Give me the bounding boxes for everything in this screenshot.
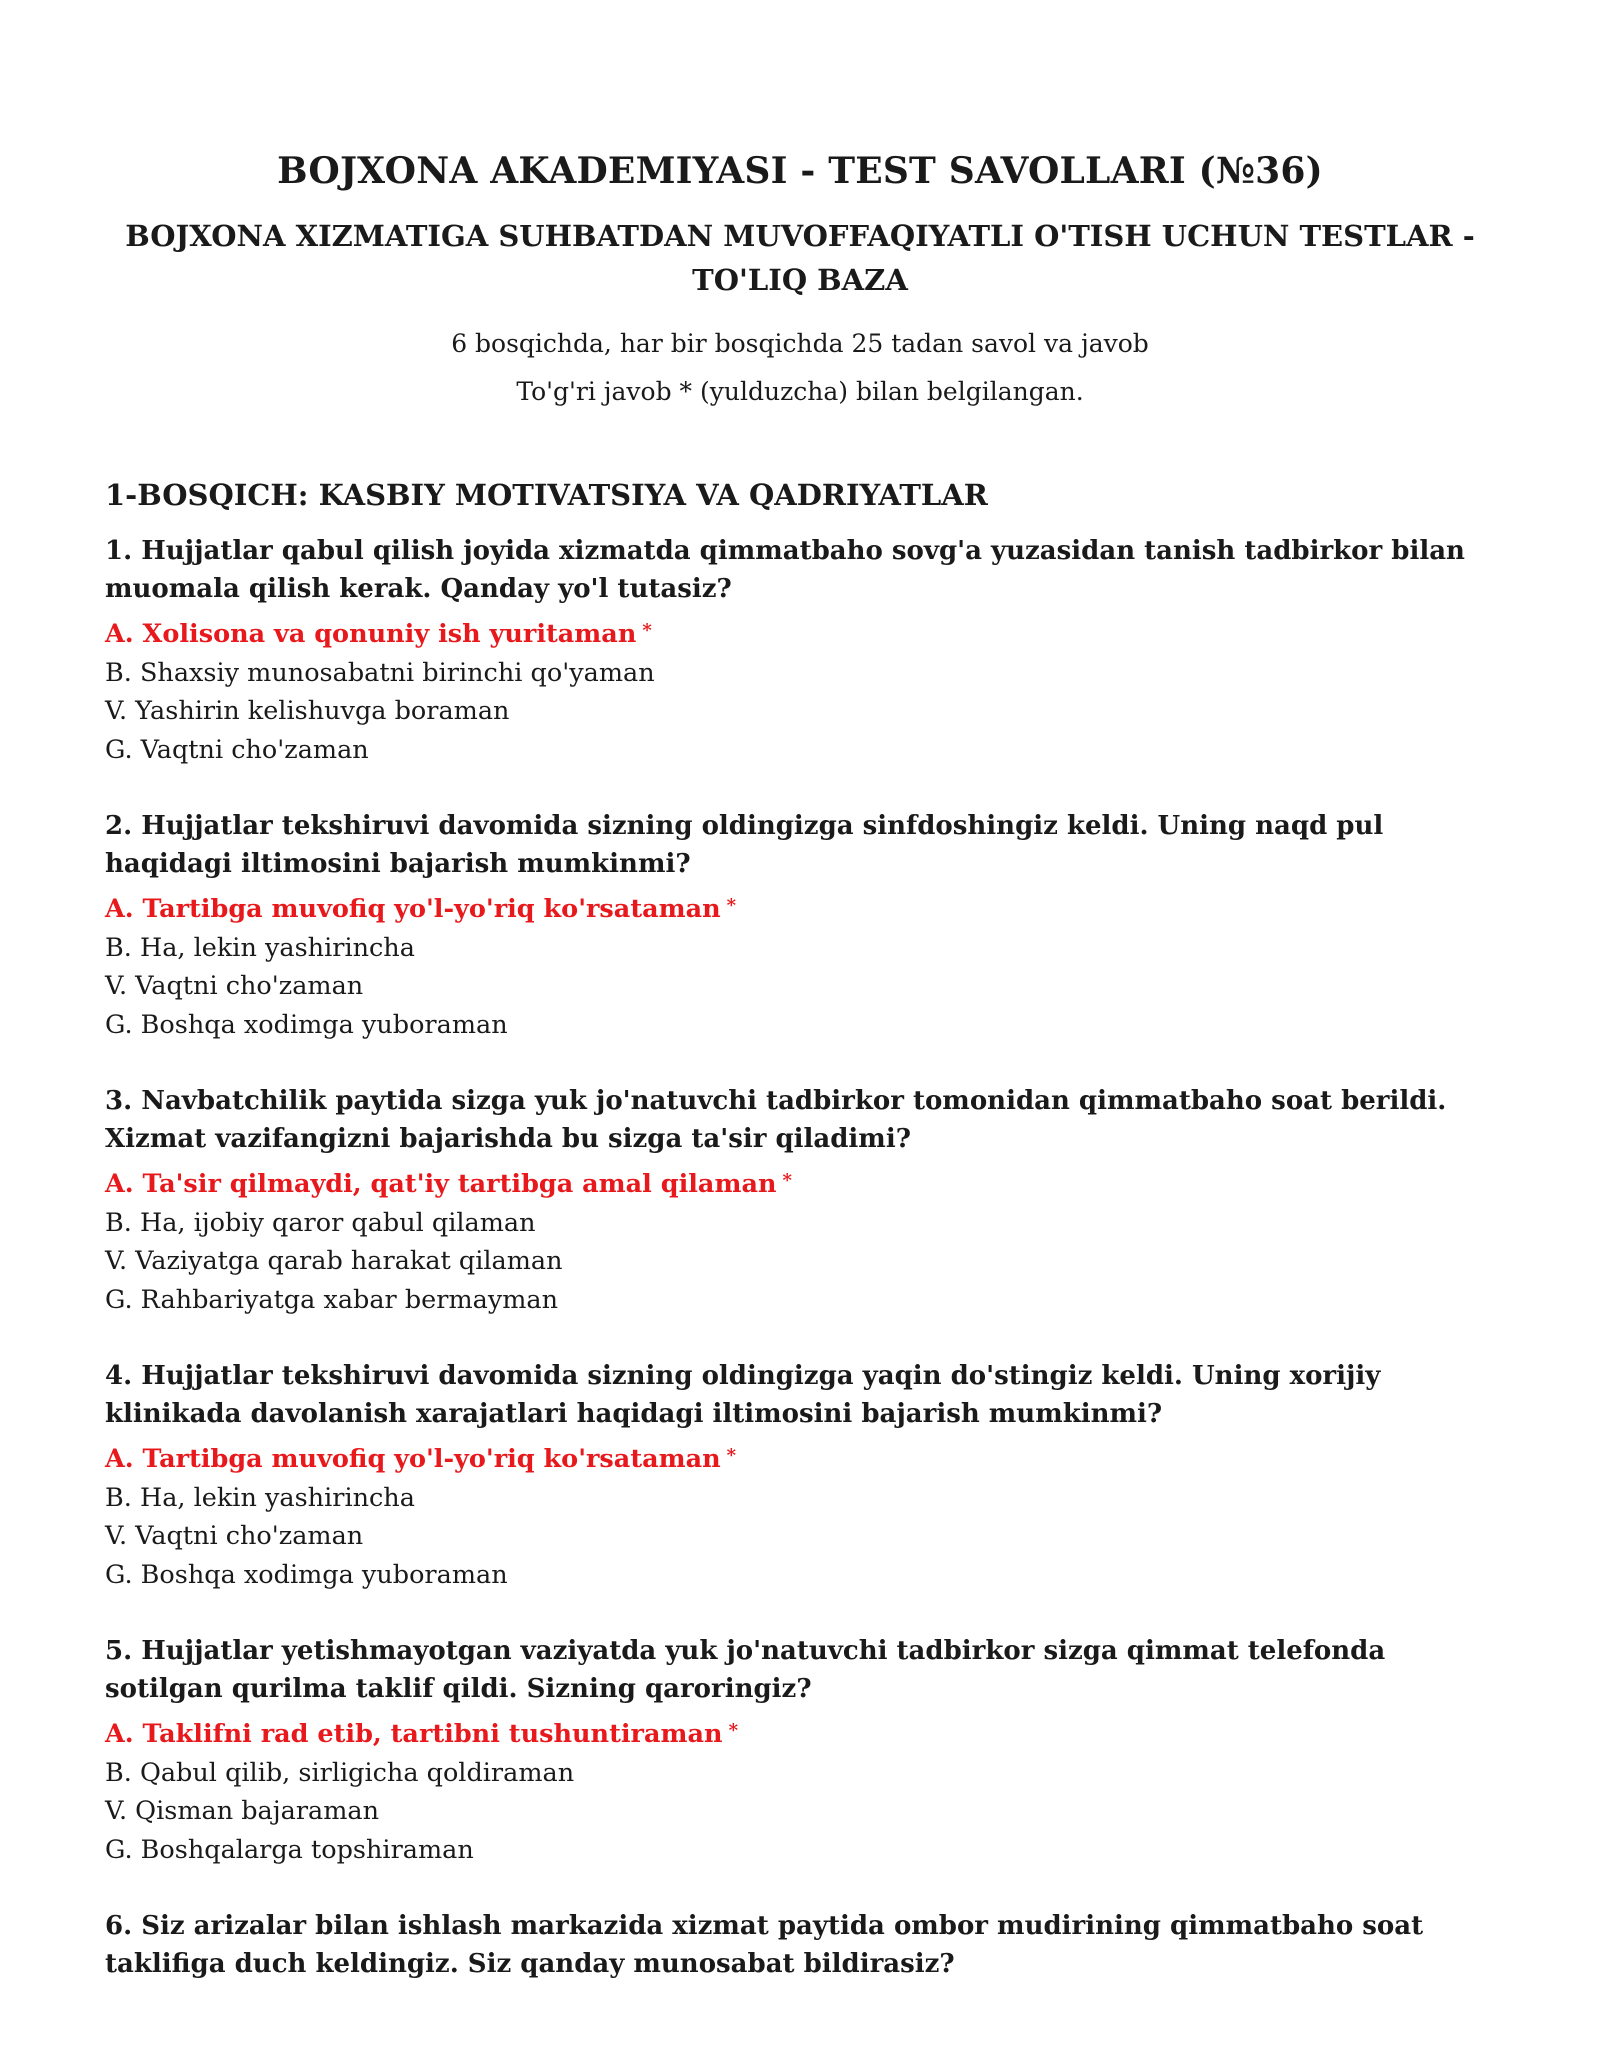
question-6 bbox=[105, 1907, 1495, 1983]
star-marker: * bbox=[642, 620, 652, 641]
answer-text: A. Tartibga muvofiq yo'l-yo'riq ko'rsataman bbox=[105, 894, 721, 924]
star-marker: * bbox=[726, 895, 737, 916]
answer-option: G. Vaqtni cho'zaman bbox=[105, 734, 369, 765]
question-2 bbox=[105, 807, 1495, 1044]
document-subtitle: BOJXONA XIZMATIGA SUHBATDAN MUVOFFAQIYATLI O'TISH UCHUN TESTLAR - TO'LIQ BAZA bbox=[125, 219, 1475, 297]
correct-answer bbox=[105, 1437, 1495, 1479]
question-3 bbox=[105, 1082, 1495, 1319]
answer-text: A. Xolisona va qonuniy ish yuritaman bbox=[105, 619, 637, 649]
question-text: 4. Hujjatlar tekshiruvi davomida sizning oldingizga yaqin do'stingiz keldi. Uning xorijiy klinikada davolanish xarajatlari haqidagi iltimosini bajarish mumkinmi? bbox=[105, 1361, 1381, 1429]
answer-option: V. Yashirin kelishuvga boraman bbox=[105, 696, 510, 726]
correct-answer bbox=[105, 1712, 1495, 1754]
answer-option: V. Vaqtni cho'zaman bbox=[105, 971, 364, 1001]
document-title: BOJXONA AKADEMIYASI - TEST SAVOLLARI (№36) bbox=[277, 150, 1323, 192]
section-title: 1-BOSQICH: KASBIY MOTIVATSIYA VA QADRIYATLAR bbox=[105, 478, 988, 512]
info-line-stages: 6 bosqichda, har bir bosqichda 25 tadan savol va javob bbox=[451, 329, 1149, 358]
question-text: 2. Hujjatlar tekshiruvi davomida sizning oldingizga sinfdoshingiz keldi. Uning naqd pul haqidagi iltimosini bajarish mumkinmi? bbox=[105, 811, 1384, 879]
answer-option: V. Qisman bajaraman bbox=[105, 1796, 380, 1826]
correct-answer bbox=[105, 1162, 1495, 1204]
answer-option: B. Ha, lekin yashirincha bbox=[105, 1482, 415, 1513]
answer-option: G. Boshqa xodimga yuboraman bbox=[105, 1559, 508, 1590]
question-text: 1. Hujjatlar qabul qilish joyida xizmatda qimmatbaho sovg'a yuzasidan tanish tadbirkor bilan muomala qilish kerak. Qanday yo'l tutasiz? bbox=[105, 536, 1465, 604]
answer-text: A. Tartibga muvofiq yo'l-yo'riq ko'rsataman bbox=[105, 1444, 721, 1474]
correct-answer bbox=[105, 612, 1495, 654]
answer-option: V. Vaziyatga qarab harakat qilaman bbox=[105, 1246, 563, 1276]
answer-option: G. Boshqalarga topshiraman bbox=[105, 1834, 474, 1865]
answer-option: B. Shaxsiy munosabatni birinchi qo'yaman bbox=[105, 657, 655, 688]
answer-text: A. Taklifni rad etib, tartibni tushuntiraman bbox=[105, 1719, 723, 1749]
answer-text: A. Ta'sir qilmaydi, qat'iy tartibga amal qilaman bbox=[105, 1169, 777, 1199]
question-text: 3. Navbatchilik paytida sizga yuk jo'natuvchi tadbirkor tomonidan qimmatbaho soat berildi. Xizmat vazifangizni bajarishda bu sizga ta'sir qiladimi? bbox=[105, 1086, 1447, 1154]
correct-answer bbox=[105, 887, 1495, 929]
answer-option: B. Ha, ijobiy qaror qabul qilaman bbox=[105, 1207, 536, 1238]
question-1 bbox=[105, 532, 1495, 769]
question-text: 5. Hujjatlar yetishmayotgan vaziyatda yuk jo'natuvchi tadbirkor sizga qimmat telefonda sotilgan qurilma taklif qildi. Sizning qaroringiz? bbox=[105, 1636, 1386, 1704]
question-4 bbox=[105, 1357, 1495, 1594]
star-marker: * bbox=[728, 1720, 738, 1741]
question-list bbox=[105, 532, 1495, 1983]
question-5 bbox=[105, 1632, 1495, 1869]
star-marker: * bbox=[726, 1445, 737, 1466]
answer-option: B. Ha, lekin yashirincha bbox=[105, 932, 415, 963]
answer-option: B. Qabul qilib, sirligicha qoldiraman bbox=[105, 1757, 575, 1788]
star-marker: * bbox=[782, 1170, 792, 1191]
answer-option: V. Vaqtni cho'zaman bbox=[105, 1521, 364, 1551]
answer-option: G. Boshqa xodimga yuboraman bbox=[105, 1009, 508, 1040]
info-line-answer-key: To'g'ri javob * (yulduzcha) bilan belgilangan. bbox=[516, 377, 1084, 406]
answer-option: G. Rahbariyatga xabar bermayman bbox=[105, 1284, 559, 1315]
question-text: 6. Siz arizalar bilan ishlash markazida xizmat paytida ombor mudirining qimmatbaho soat taklifiga duch keldingiz. Siz qanday munosabat bildirasiz? bbox=[105, 1911, 1424, 1979]
